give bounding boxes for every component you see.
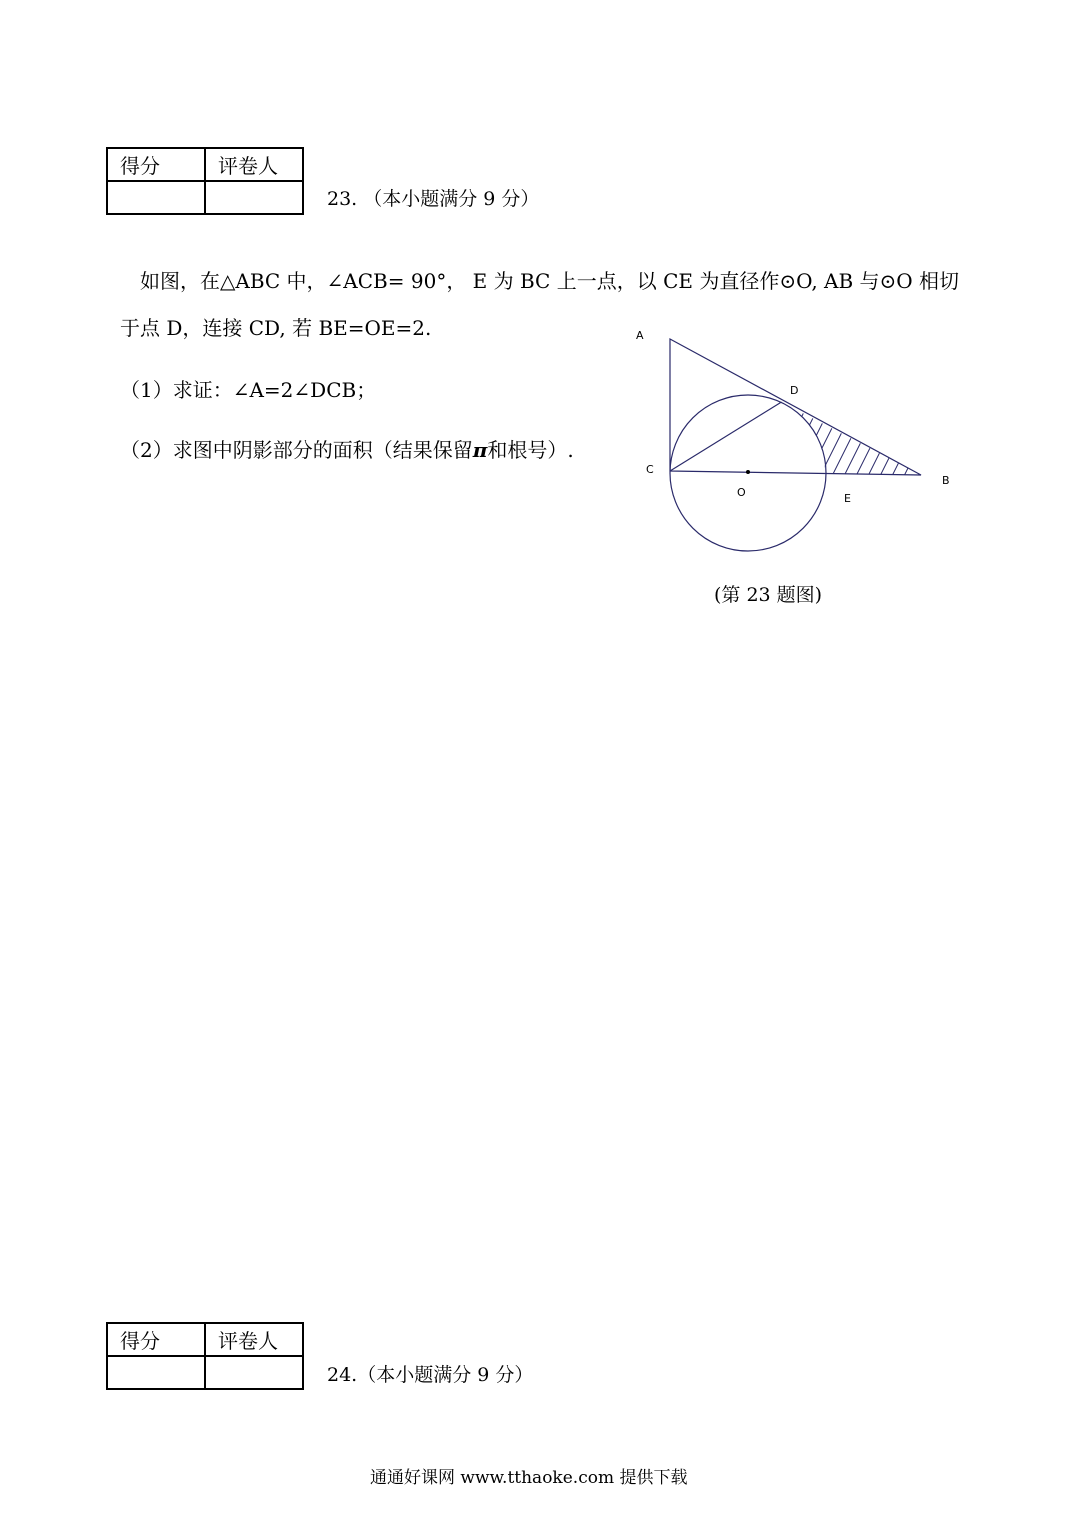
grader-label-cell: 评卷人 <box>205 1323 303 1356</box>
part2-text-before: （2）求图中阴影部分的面积（结果保留 <box>120 438 473 462</box>
score-label-cell: 得分 <box>107 148 205 181</box>
grader-label-cell: 评卷人 <box>205 148 303 181</box>
part2-text-after: 和根号）. <box>487 438 574 462</box>
q23-score-table <box>106 147 304 215</box>
label-e: E <box>844 492 851 505</box>
label-c: C <box>646 463 654 476</box>
label-a: A <box>636 329 644 342</box>
label-d: D <box>790 384 799 397</box>
part1-question: （1）求证：∠A=2∠DCB； <box>120 378 377 402</box>
problem-statement-line2: 于点 D，连接 CD, 若 BE=OE=2. <box>120 316 432 340</box>
geometry-figure <box>620 320 960 560</box>
figure-caption: (第 23 题图) <box>714 584 823 606</box>
label-o: O <box>737 486 746 499</box>
segment-cd <box>670 402 782 471</box>
triangle-abc <box>670 339 921 475</box>
problem-statement-line1: 如图，在△ABC 中，∠ACB= 90°， E 为 BC 上一点，以 CE 为直径作⊙O, AB 与⊙O 相切 <box>140 269 960 293</box>
q23-header: 23. （本小题满分 9 分） <box>327 188 540 210</box>
score-value-cell <box>107 1356 205 1389</box>
part2-question <box>120 434 574 463</box>
score-label-cell: 得分 <box>107 1323 205 1356</box>
center-point-o <box>746 470 750 474</box>
q24-header: 24.（本小题满分 9 分） <box>327 1364 534 1386</box>
grader-value-cell <box>205 1356 303 1389</box>
pi-symbol: π <box>472 438 488 462</box>
label-b: B <box>942 474 950 487</box>
q24-score-table <box>106 1322 304 1390</box>
score-value-cell <box>107 181 205 214</box>
page-footer: 通通好课网 www.tthaoke.com 提供下载 <box>370 1468 688 1488</box>
grader-value-cell <box>205 181 303 214</box>
